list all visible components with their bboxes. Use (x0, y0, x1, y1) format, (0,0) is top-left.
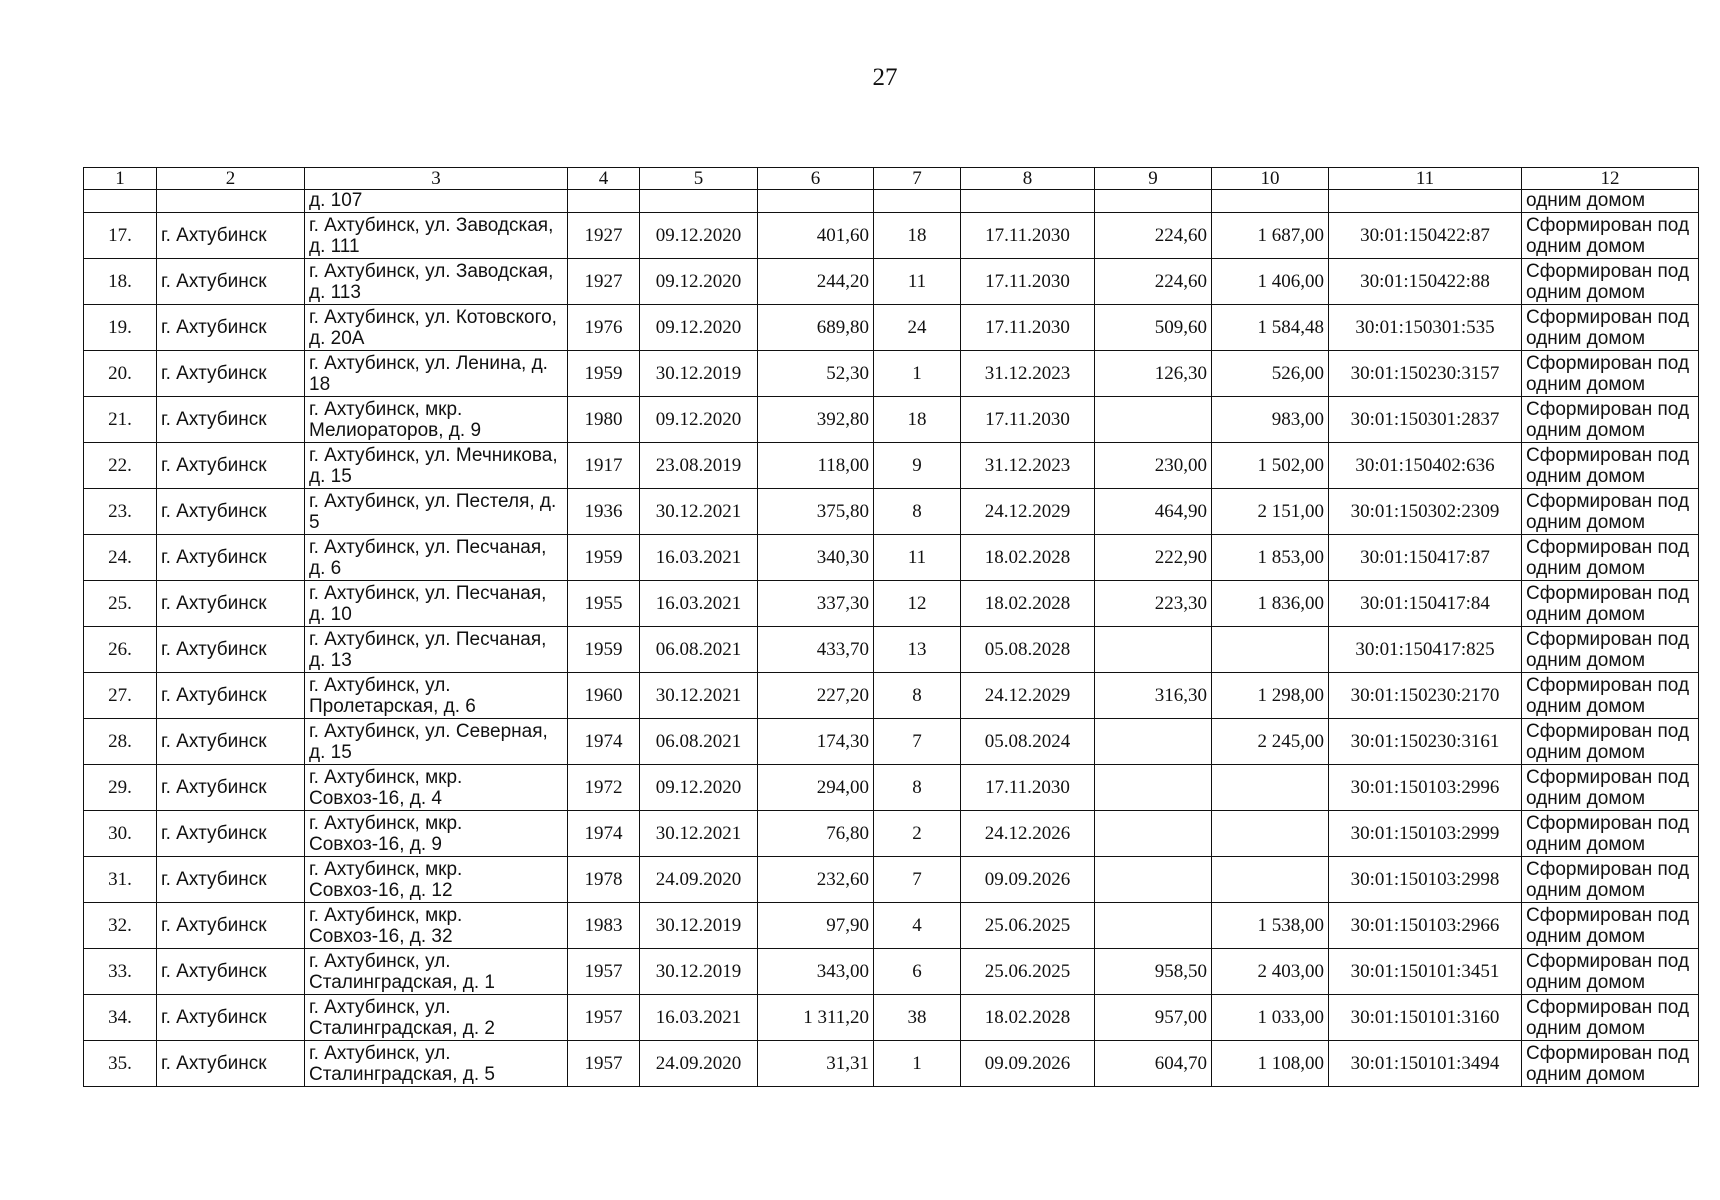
value-cell-10 (1212, 811, 1329, 857)
deadline-cell: 17.11.2030 (961, 259, 1095, 305)
count-cell: 18 (874, 397, 961, 443)
area-cell: 118,00 (758, 443, 874, 489)
deadline-cell: 05.08.2028 (961, 627, 1095, 673)
value-cell-9: 224,60 (1095, 213, 1212, 259)
deadline-cell: 24.12.2029 (961, 489, 1095, 535)
value-cell-9 (1095, 627, 1212, 673)
cadastral-number-cell: 30:01:150230:2170 (1329, 673, 1522, 719)
deadline-cell: 17.11.2030 (961, 305, 1095, 351)
year-cell: 1957 (568, 949, 640, 995)
row-number-cell (84, 190, 157, 213)
cadastral-number-cell: 30:01:150230:3157 (1329, 351, 1522, 397)
cadastral-number-cell: 30:01:150417:87 (1329, 535, 1522, 581)
value-cell-10: 1 538,00 (1212, 903, 1329, 949)
count-cell: 9 (874, 443, 961, 489)
value-cell-9: 126,30 (1095, 351, 1212, 397)
year-cell: 1980 (568, 397, 640, 443)
year-cell: 1957 (568, 1041, 640, 1087)
locality-cell: г. Ахтубинск (157, 259, 305, 305)
value-cell-9 (1095, 903, 1212, 949)
value-cell-9 (1095, 190, 1212, 213)
value-cell-9: 958,50 (1095, 949, 1212, 995)
value-cell-9 (1095, 857, 1212, 903)
area-cell: 244,20 (758, 259, 874, 305)
count-cell: 24 (874, 305, 961, 351)
value-cell-10: 1 406,00 (1212, 259, 1329, 305)
status-cell: Сформирован под одним домом (1522, 811, 1699, 857)
deadline-cell: 17.11.2030 (961, 213, 1095, 259)
value-cell-9: 957,00 (1095, 995, 1212, 1041)
value-cell-9 (1095, 719, 1212, 765)
cadastral-number-cell: 30:01:150302:2309 (1329, 489, 1522, 535)
date-cell (640, 190, 758, 213)
locality-cell (157, 190, 305, 213)
year-cell: 1983 (568, 903, 640, 949)
value-cell-9 (1095, 811, 1212, 857)
cadastral-number-cell: 30:01:150422:88 (1329, 259, 1522, 305)
deadline-cell: 25.06.2025 (961, 903, 1095, 949)
area-cell: 294,00 (758, 765, 874, 811)
area-cell: 52,30 (758, 351, 874, 397)
deadline-cell: 17.11.2030 (961, 765, 1095, 811)
status-cell: Сформирован под одним домом (1522, 305, 1699, 351)
year-cell: 1936 (568, 489, 640, 535)
status-cell: Сформирован под одним домом (1522, 213, 1699, 259)
count-cell: 8 (874, 765, 961, 811)
column-number-header: 10 (1212, 168, 1329, 190)
cadastral-number-cell: 30:01:150101:3494 (1329, 1041, 1522, 1087)
count-cell: 2 (874, 811, 961, 857)
continuation-row (84, 190, 1699, 213)
area-cell: 174,30 (758, 719, 874, 765)
row-number-cell: 30. (84, 811, 157, 857)
count-cell: 1 (874, 1041, 961, 1087)
deadline-cell: 18.02.2028 (961, 581, 1095, 627)
area-cell: 31,31 (758, 1041, 874, 1087)
status-cell: Сформирован под одним домом (1522, 673, 1699, 719)
status-cell: Сформирован под одним домом (1522, 995, 1699, 1041)
address-cell: г. Ахтубинск, ул. Мечникова, д. 15 (305, 443, 568, 489)
status-cell: Сформирован под одним домом (1522, 581, 1699, 627)
table-row (84, 1041, 1699, 1087)
column-number-header: 2 (157, 168, 305, 190)
area-cell: 401,60 (758, 213, 874, 259)
cadastral-number-cell: 30:01:150417:84 (1329, 581, 1522, 627)
cadastral-number-cell: 30:01:150230:3161 (1329, 719, 1522, 765)
count-cell: 7 (874, 857, 961, 903)
table-row (84, 397, 1699, 443)
area-cell: 97,90 (758, 903, 874, 949)
value-cell-10: 983,00 (1212, 397, 1329, 443)
area-cell: 232,60 (758, 857, 874, 903)
date-cell: 06.08.2021 (640, 627, 758, 673)
table-row (84, 305, 1699, 351)
year-cell: 1974 (568, 719, 640, 765)
year-cell: 1927 (568, 213, 640, 259)
cadastral-number-cell: 30:01:150301:535 (1329, 305, 1522, 351)
locality-cell: г. Ахтубинск (157, 535, 305, 581)
year-cell: 1955 (568, 581, 640, 627)
row-number-cell: 23. (84, 489, 157, 535)
status-cell: Сформирован под одним домом (1522, 259, 1699, 305)
value-cell-10: 1 502,00 (1212, 443, 1329, 489)
deadline-cell: 05.08.2024 (961, 719, 1095, 765)
locality-cell: г. Ахтубинск (157, 1041, 305, 1087)
count-cell (874, 190, 961, 213)
date-cell: 09.12.2020 (640, 765, 758, 811)
address-cell: г. Ахтубинск, мкр. Совхоз-16, д. 12 (305, 857, 568, 903)
status-cell: Сформирован под одним домом (1522, 397, 1699, 443)
locality-cell: г. Ахтубинск (157, 811, 305, 857)
year-cell: 1974 (568, 811, 640, 857)
address-cell: д. 107 (305, 190, 568, 213)
date-cell: 06.08.2021 (640, 719, 758, 765)
deadline-cell: 18.02.2028 (961, 535, 1095, 581)
year-cell: 1957 (568, 995, 640, 1041)
status-cell: Сформирован под одним домом (1522, 627, 1699, 673)
row-number-cell: 20. (84, 351, 157, 397)
locality-cell: г. Ахтубинск (157, 489, 305, 535)
address-cell: г. Ахтубинск, ул. Сталинградская, д. 2 (305, 995, 568, 1041)
table-row (84, 351, 1699, 397)
value-cell-9: 224,60 (1095, 259, 1212, 305)
column-number-header-row (84, 168, 1699, 190)
status-cell: Сформирован под одним домом (1522, 903, 1699, 949)
value-cell-9 (1095, 397, 1212, 443)
table-row (84, 719, 1699, 765)
value-cell-10: 1 853,00 (1212, 535, 1329, 581)
year-cell: 1959 (568, 351, 640, 397)
row-number-cell: 18. (84, 259, 157, 305)
row-number-cell: 35. (84, 1041, 157, 1087)
locality-cell: г. Ахтубинск (157, 351, 305, 397)
table-row (84, 535, 1699, 581)
address-cell: г. Ахтубинск, ул. Пестеля, д. 5 (305, 489, 568, 535)
locality-cell: г. Ахтубинск (157, 765, 305, 811)
column-number-header: 7 (874, 168, 961, 190)
area-cell: 337,30 (758, 581, 874, 627)
address-cell: г. Ахтубинск, ул. Ленина, д. 18 (305, 351, 568, 397)
locality-cell: г. Ахтубинск (157, 903, 305, 949)
value-cell-9: 222,90 (1095, 535, 1212, 581)
row-number-cell: 19. (84, 305, 157, 351)
locality-cell: г. Ахтубинск (157, 719, 305, 765)
locality-cell: г. Ахтубинск (157, 397, 305, 443)
address-cell: г. Ахтубинск, мкр. Мелиораторов, д. 9 (305, 397, 568, 443)
year-cell: 1959 (568, 627, 640, 673)
locality-cell: г. Ахтубинск (157, 673, 305, 719)
table-row (84, 443, 1699, 489)
deadline-cell: 25.06.2025 (961, 949, 1095, 995)
locality-cell: г. Ахтубинск (157, 213, 305, 259)
row-number-cell: 22. (84, 443, 157, 489)
address-cell: г. Ахтубинск, ул. Песчаная, д. 13 (305, 627, 568, 673)
date-cell: 24.09.2020 (640, 857, 758, 903)
table-row (84, 259, 1699, 305)
column-number-header: 9 (1095, 168, 1212, 190)
locality-cell: г. Ахтубинск (157, 857, 305, 903)
area-cell: 227,20 (758, 673, 874, 719)
value-cell-10: 2 403,00 (1212, 949, 1329, 995)
locality-cell: г. Ахтубинск (157, 443, 305, 489)
area-cell: 76,80 (758, 811, 874, 857)
status-cell: Сформирован под одним домом (1522, 443, 1699, 489)
deadline-cell (961, 190, 1095, 213)
address-cell: г. Ахтубинск, ул. Пролетарская, д. 6 (305, 673, 568, 719)
count-cell: 38 (874, 995, 961, 1041)
address-cell: г. Ахтубинск, ул. Сталинградская, д. 5 (305, 1041, 568, 1087)
date-cell: 24.09.2020 (640, 1041, 758, 1087)
table-row (84, 213, 1699, 259)
count-cell: 6 (874, 949, 961, 995)
column-number-header: 1 (84, 168, 157, 190)
row-number-cell: 25. (84, 581, 157, 627)
address-cell: г. Ахтубинск, ул. Заводская, д. 111 (305, 213, 568, 259)
address-cell: г. Ахтубинск, ул. Заводская, д. 113 (305, 259, 568, 305)
year-cell (568, 190, 640, 213)
count-cell: 11 (874, 535, 961, 581)
date-cell: 30.12.2019 (640, 949, 758, 995)
area-cell (758, 190, 874, 213)
year-cell: 1976 (568, 305, 640, 351)
column-number-header: 8 (961, 168, 1095, 190)
area-cell: 392,80 (758, 397, 874, 443)
value-cell-10: 526,00 (1212, 351, 1329, 397)
date-cell: 09.12.2020 (640, 259, 758, 305)
row-number-cell: 27. (84, 673, 157, 719)
cadastral-number-cell: 30:01:150301:2837 (1329, 397, 1522, 443)
row-number-cell: 24. (84, 535, 157, 581)
table-row (84, 673, 1699, 719)
deadline-cell: 17.11.2030 (961, 397, 1095, 443)
date-cell: 30.12.2021 (640, 489, 758, 535)
row-number-cell: 32. (84, 903, 157, 949)
date-cell: 16.03.2021 (640, 535, 758, 581)
address-cell: г. Ахтубинск, ул. Сталинградская, д. 1 (305, 949, 568, 995)
row-number-cell: 17. (84, 213, 157, 259)
value-cell-10: 1 298,00 (1212, 673, 1329, 719)
deadline-cell: 24.12.2029 (961, 673, 1095, 719)
deadline-cell: 31.12.2023 (961, 351, 1095, 397)
area-cell: 343,00 (758, 949, 874, 995)
address-cell: г. Ахтубинск, ул. Северная, д. 15 (305, 719, 568, 765)
value-cell-10: 1 033,00 (1212, 995, 1329, 1041)
column-number-header: 6 (758, 168, 874, 190)
column-number-header: 12 (1522, 168, 1699, 190)
address-cell: г. Ахтубинск, мкр. Совхоз-16, д. 32 (305, 903, 568, 949)
locality-cell: г. Ахтубинск (157, 581, 305, 627)
value-cell-10: 2 151,00 (1212, 489, 1329, 535)
date-cell: 09.12.2020 (640, 213, 758, 259)
area-cell: 689,80 (758, 305, 874, 351)
value-cell-10: 2 245,00 (1212, 719, 1329, 765)
housing-registry-table (83, 167, 1699, 1087)
count-cell: 11 (874, 259, 961, 305)
address-cell: г. Ахтубинск, ул. Песчаная, д. 6 (305, 535, 568, 581)
column-number-header: 4 (568, 168, 640, 190)
cadastral-number-cell: 30:01:150103:2998 (1329, 857, 1522, 903)
year-cell: 1960 (568, 673, 640, 719)
locality-cell: г. Ахтубинск (157, 995, 305, 1041)
value-cell-9: 604,70 (1095, 1041, 1212, 1087)
date-cell: 16.03.2021 (640, 581, 758, 627)
address-cell: г. Ахтубинск, мкр. Совхоз-16, д. 4 (305, 765, 568, 811)
table-row (84, 995, 1699, 1041)
table-row (84, 627, 1699, 673)
value-cell-9 (1095, 765, 1212, 811)
value-cell-10 (1212, 765, 1329, 811)
date-cell: 16.03.2021 (640, 995, 758, 1041)
page-number: 27 (872, 64, 898, 91)
status-cell: Сформирован под одним домом (1522, 1041, 1699, 1087)
deadline-cell: 09.09.2026 (961, 1041, 1095, 1087)
address-cell: г. Ахтубинск, ул. Котовского, д. 20А (305, 305, 568, 351)
value-cell-9: 223,30 (1095, 581, 1212, 627)
year-cell: 1917 (568, 443, 640, 489)
value-cell-10: 1 687,00 (1212, 213, 1329, 259)
value-cell-10 (1212, 857, 1329, 903)
cadastral-number-cell: 30:01:150101:3451 (1329, 949, 1522, 995)
cadastral-number-cell: 30:01:150402:636 (1329, 443, 1522, 489)
column-number-header: 3 (305, 168, 568, 190)
table-row (84, 581, 1699, 627)
date-cell: 09.12.2020 (640, 397, 758, 443)
area-cell: 1 311,20 (758, 995, 874, 1041)
date-cell: 09.12.2020 (640, 305, 758, 351)
locality-cell: г. Ахтубинск (157, 305, 305, 351)
cadastral-number-cell: 30:01:150103:2966 (1329, 903, 1522, 949)
row-number-cell: 21. (84, 397, 157, 443)
deadline-cell: 09.09.2026 (961, 857, 1095, 903)
cadastral-number-cell: 30:01:150101:3160 (1329, 995, 1522, 1041)
locality-cell: г. Ахтубинск (157, 627, 305, 673)
value-cell-9: 509,60 (1095, 305, 1212, 351)
count-cell: 8 (874, 489, 961, 535)
year-cell: 1959 (568, 535, 640, 581)
row-number-cell: 28. (84, 719, 157, 765)
value-cell-10: 1 108,00 (1212, 1041, 1329, 1087)
cadastral-number-cell: 30:01:150103:2996 (1329, 765, 1522, 811)
value-cell-10: 1 584,48 (1212, 305, 1329, 351)
cadastral-number-cell: 30:01:150417:825 (1329, 627, 1522, 673)
value-cell-9: 464,90 (1095, 489, 1212, 535)
count-cell: 7 (874, 719, 961, 765)
status-cell: Сформирован под одним домом (1522, 719, 1699, 765)
status-cell: Сформирован под одним домом (1522, 351, 1699, 397)
address-cell: г. Ахтубинск, ул. Песчаная, д. 10 (305, 581, 568, 627)
count-cell: 12 (874, 581, 961, 627)
date-cell: 30.12.2019 (640, 903, 758, 949)
area-cell: 340,30 (758, 535, 874, 581)
value-cell-9: 316,30 (1095, 673, 1212, 719)
count-cell: 1 (874, 351, 961, 397)
date-cell: 30.12.2019 (640, 351, 758, 397)
row-number-cell: 33. (84, 949, 157, 995)
column-number-header: 5 (640, 168, 758, 190)
value-cell-9: 230,00 (1095, 443, 1212, 489)
deadline-cell: 18.02.2028 (961, 995, 1095, 1041)
row-number-cell: 29. (84, 765, 157, 811)
year-cell: 1927 (568, 259, 640, 305)
area-cell: 433,70 (758, 627, 874, 673)
table-row (84, 949, 1699, 995)
row-number-cell: 34. (84, 995, 157, 1041)
status-cell: Сформирован под одним домом (1522, 857, 1699, 903)
status-cell: Сформирован под одним домом (1522, 489, 1699, 535)
deadline-cell: 31.12.2023 (961, 443, 1095, 489)
value-cell-10 (1212, 627, 1329, 673)
date-cell: 30.12.2021 (640, 673, 758, 719)
table-row (84, 765, 1699, 811)
value-cell-10 (1212, 190, 1329, 213)
status-cell: Сформирован под одним домом (1522, 949, 1699, 995)
count-cell: 4 (874, 903, 961, 949)
count-cell: 8 (874, 673, 961, 719)
table-row (84, 811, 1699, 857)
value-cell-10: 1 836,00 (1212, 581, 1329, 627)
year-cell: 1978 (568, 857, 640, 903)
status-cell: одним домом (1522, 190, 1699, 213)
count-cell: 18 (874, 213, 961, 259)
date-cell: 30.12.2021 (640, 811, 758, 857)
cadastral-number-cell: 30:01:150103:2999 (1329, 811, 1522, 857)
date-cell: 23.08.2019 (640, 443, 758, 489)
count-cell: 13 (874, 627, 961, 673)
table-row (84, 903, 1699, 949)
table-row (84, 857, 1699, 903)
row-number-cell: 26. (84, 627, 157, 673)
cadastral-number-cell (1329, 190, 1522, 213)
status-cell: Сформирован под одним домом (1522, 535, 1699, 581)
year-cell: 1972 (568, 765, 640, 811)
column-number-header: 11 (1329, 168, 1522, 190)
status-cell: Сформирован под одним домом (1522, 765, 1699, 811)
address-cell: г. Ахтубинск, мкр. Совхоз-16, д. 9 (305, 811, 568, 857)
deadline-cell: 24.12.2026 (961, 811, 1095, 857)
table-row (84, 489, 1699, 535)
area-cell: 375,80 (758, 489, 874, 535)
row-number-cell: 31. (84, 857, 157, 903)
cadastral-number-cell: 30:01:150422:87 (1329, 213, 1522, 259)
locality-cell: г. Ахтубинск (157, 949, 305, 995)
